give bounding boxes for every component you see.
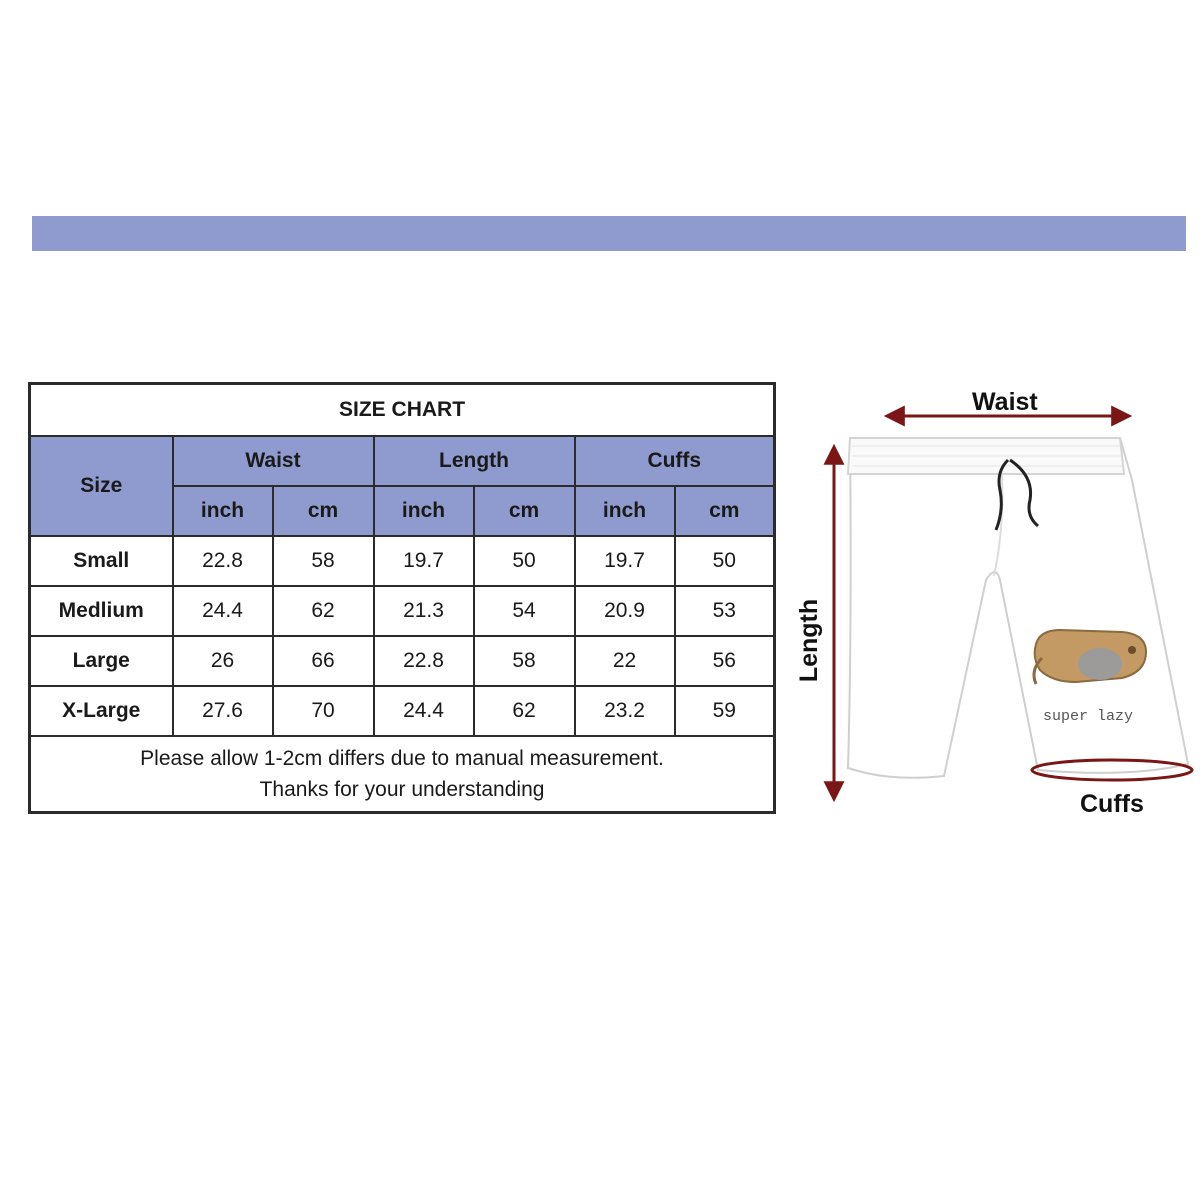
chart-title: SIZE CHART bbox=[30, 384, 775, 437]
table-cell: 62 bbox=[474, 686, 575, 736]
table-cell: 70 bbox=[273, 686, 374, 736]
unit-header: cm bbox=[273, 486, 374, 536]
size-label: Large bbox=[30, 636, 173, 686]
unit-header: inch bbox=[173, 486, 273, 536]
table-cell: 19.7 bbox=[374, 536, 474, 586]
table-cell: 58 bbox=[273, 536, 374, 586]
length-label: Length bbox=[795, 598, 824, 683]
size-chart-table bbox=[28, 382, 776, 814]
shorts-shape bbox=[848, 438, 1188, 778]
shorts-illustration bbox=[790, 380, 1200, 830]
size-label: Small bbox=[30, 536, 173, 586]
unit-header: cm bbox=[675, 486, 775, 536]
waist-label: Waist bbox=[972, 388, 1038, 416]
table-cell: 23.2 bbox=[575, 686, 675, 736]
table-cell: 22.8 bbox=[374, 636, 474, 686]
group-header-length: Length bbox=[374, 436, 575, 486]
table-cell: 58 bbox=[474, 636, 575, 686]
size-label: X-Large bbox=[30, 686, 173, 736]
table-cell: 50 bbox=[474, 536, 575, 586]
top-banner-bar bbox=[32, 216, 1186, 251]
table-cell: 22.8 bbox=[173, 536, 273, 586]
unit-header: inch bbox=[575, 486, 675, 536]
table-cell: 62 bbox=[273, 586, 374, 636]
size-label: Medlium bbox=[30, 586, 173, 636]
table-cell: 19.7 bbox=[575, 536, 675, 586]
table-cell: 24.4 bbox=[173, 586, 273, 636]
table-row bbox=[30, 586, 775, 636]
table-cell: 20.9 bbox=[575, 586, 675, 636]
cuffs-label: Cuffs bbox=[1080, 790, 1144, 818]
table-cell: 27.6 bbox=[173, 686, 273, 736]
table-cell: 21.3 bbox=[374, 586, 474, 636]
table-cell: 24.4 bbox=[374, 686, 474, 736]
table-cell: 56 bbox=[675, 636, 775, 686]
table-cell: 50 bbox=[675, 536, 775, 586]
note-line-1: Please allow 1-2cm differs due to manual measurement. bbox=[140, 747, 664, 770]
table-cell: 59 bbox=[675, 686, 775, 736]
shorts-diagram bbox=[790, 380, 1200, 830]
unit-header: inch bbox=[374, 486, 474, 536]
table-row bbox=[30, 636, 775, 686]
table-cell: 66 bbox=[273, 636, 374, 686]
group-header-cuffs: Cuffs bbox=[575, 436, 775, 486]
table-row bbox=[30, 536, 775, 586]
table-cell: 53 bbox=[675, 586, 775, 636]
table-cell: 26 bbox=[173, 636, 273, 686]
unit-header: cm bbox=[474, 486, 575, 536]
sloth-print bbox=[1034, 630, 1146, 684]
note-line-2: Thanks for your understanding bbox=[259, 778, 545, 801]
size-header: Size bbox=[30, 436, 173, 536]
group-header-waist: Waist bbox=[173, 436, 374, 486]
table-cell: 54 bbox=[474, 586, 575, 636]
print-text: super lazy bbox=[1042, 708, 1134, 725]
table-cell: 22 bbox=[575, 636, 675, 686]
table-row bbox=[30, 686, 775, 736]
measurement-note bbox=[30, 736, 775, 813]
